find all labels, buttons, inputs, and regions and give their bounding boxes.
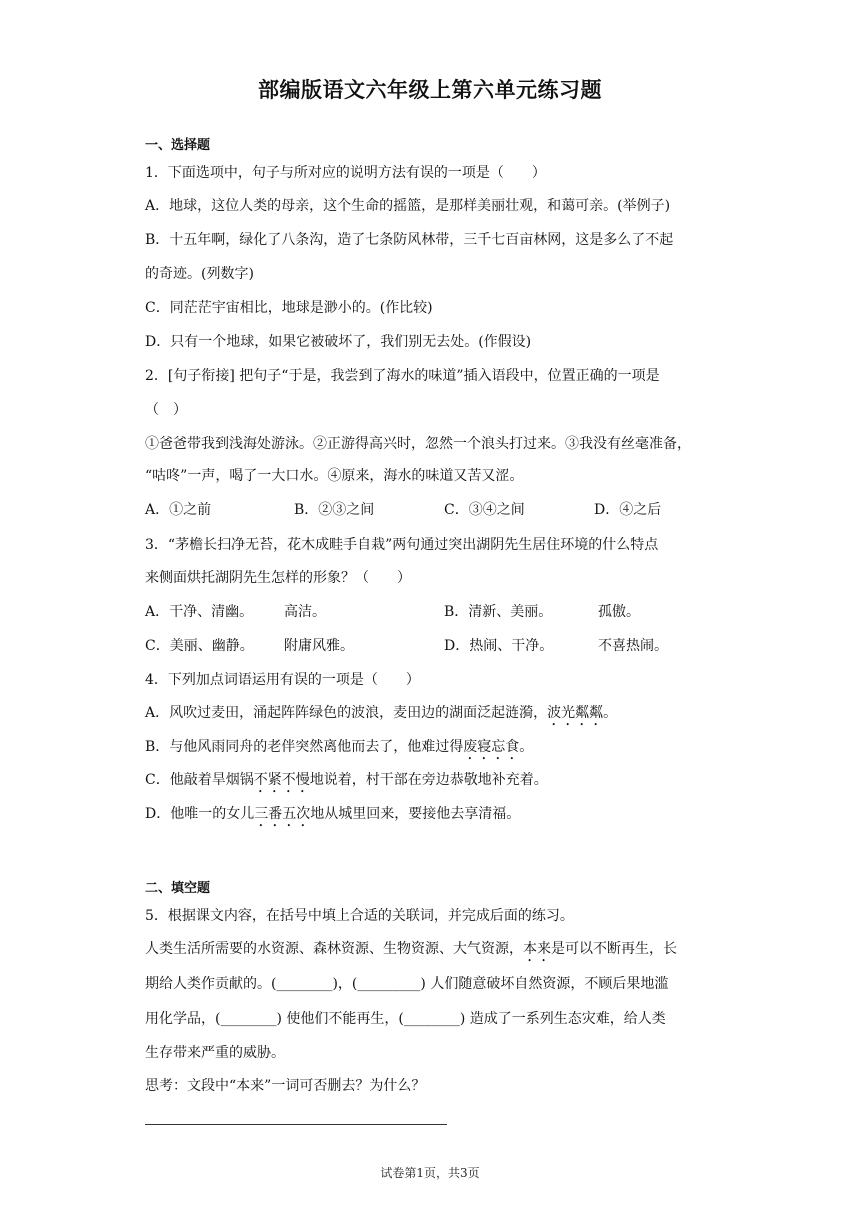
q5-passage-line1: 人类生活所需要的水资源、森林资源、生物资源、大气资源，本来是可以不断再生，长 [145,941,677,957]
q5-blank-3[interactable]: ________ [220,1011,277,1027]
q1-option-c: C．同茫茫宇宙相比，地球是渺小的。(作比较) [145,300,433,316]
q1-option-a: A．地球，这位人类的母亲，这个生命的摇篮，是那样美丽壮观，和蔼可亲。(举例子) [145,198,671,214]
q2-passage-line1: ①爸爸带我到浅海处游泳。②正游得高兴时，忽然一个浪头打过来。③我没有丝毫准备， [145,436,691,452]
q2-option-c: C．③④之间 [444,502,525,518]
q3-option-b-part1: B．清新、美丽。 [444,604,553,620]
q3-option-b-part2: 孤傲。 [598,604,640,620]
section-heading-choice: 一、选择题 [145,138,211,153]
q4-option-b-dotted-word: 废寝忘食 [463,739,520,755]
q1-option-d: D．只有一个地球，如果它被破坏了，我们别无去处。(作假设) [145,334,532,350]
q3-option-a-part1: A．干净、清幽。 [145,604,254,620]
q3-option-a-part2: 高洁。 [284,604,326,620]
q2-stem-line1: 2．[句子衔接] 把句子“于是，我尝到了海水的味道”插入语段中，位置正确的一项是 [145,368,660,384]
q2-stem-line2: （ ） [145,402,187,418]
q2-passage-line2: “咕咚”一声，喝了一大口水。④原来，海水的味道又苦又涩。 [145,468,524,484]
q2-option-b: B．②③之间 [294,502,375,518]
q3-option-d-part2: 不喜热闹。 [598,638,668,654]
q4-option-c: C．他敲着旱烟锅不紧不慢地说着，村干部在旁边恭敬地补充着。 [145,772,548,788]
section-heading-fill: 二、填空题 [145,881,211,896]
q2-option-d: D．④之后 [594,502,662,518]
q1-option-b-line2: 的奇迹。(列数字) [145,266,254,282]
q5-dotted-word: 本来 [523,941,551,957]
q3-option-c-part1: C．美丽、幽静。 [145,638,254,654]
q3-stem-line2: 来侧面烘托湖阴先生怎样的形象？（ ） [145,570,411,586]
q3-option-d-part1: D．热闹、干净。 [444,638,554,654]
q1-option-b-line1: B．十五年啊，绿化了八条沟，造了七条防风林带，三千七百亩林网，这是多么了不起 [145,232,674,248]
page-title: 部编版语文六年级上第六单元练习题 [258,78,602,102]
q1-stem: 1．下面选项中，句子与所对应的说明方法有误的一项是（ ） [145,165,546,181]
q4-option-a-dotted-word: 波光粼粼 [547,705,604,721]
q3-option-c-part2: 附庸风雅。 [284,638,354,654]
q5-blank-4[interactable]: ________ [403,1011,460,1027]
q2-option-a: A．①之前 [145,502,212,518]
q5-blank-1[interactable]: ________ [276,976,333,992]
q5-stem: 5．根据课文内容，在括号中填上合适的关联词，并完成后面的练习。 [145,908,574,924]
q5-blank-2[interactable]: _________ [357,976,421,992]
q5-passage-line2: 期给人类作贡献的。(________)，(_________) 人们随意破坏自然资源，不顾后果地滥 [145,976,669,992]
q4-option-d-dotted-word: 三番五次 [254,806,311,822]
q4-stem: 4．下列加点词语运用有误的一项是（ ） [145,672,420,688]
q5-think-question: 思考：文段中“本来”一词可否删去？为什么？ [145,1078,426,1094]
q4-option-c-dotted-word: 不紧不慢 [253,772,310,788]
q5-passage-line4: 生存带来严重的威胁。 [145,1045,285,1061]
page-footer: 试卷第1页，共3页 [380,1166,480,1180]
q5-passage-line3: 用化学品，(________) 使他们不能再生，(________) 造成了一系列生态灾难，给人类 [145,1011,666,1027]
q4-option-d: D．他唯一的女儿三番五次地从城里回来，要接他去享清福。 [145,806,521,822]
answer-line[interactable] [145,1124,447,1125]
q4-option-b: B．与他风雨同舟的老伴突然离他而去了，他难过得废寝忘食。 [145,739,534,755]
q3-stem-line1: 3．“茅檐长扫净无苔，花木成畦手自栽”两句通过突出湖阴先生居住环境的什么特点 [145,537,659,553]
q4-option-a: A．风吹过麦田，涌起阵阵绿色的波浪，麦田边的湖面泛起涟漪，波光粼粼。 [145,705,618,721]
